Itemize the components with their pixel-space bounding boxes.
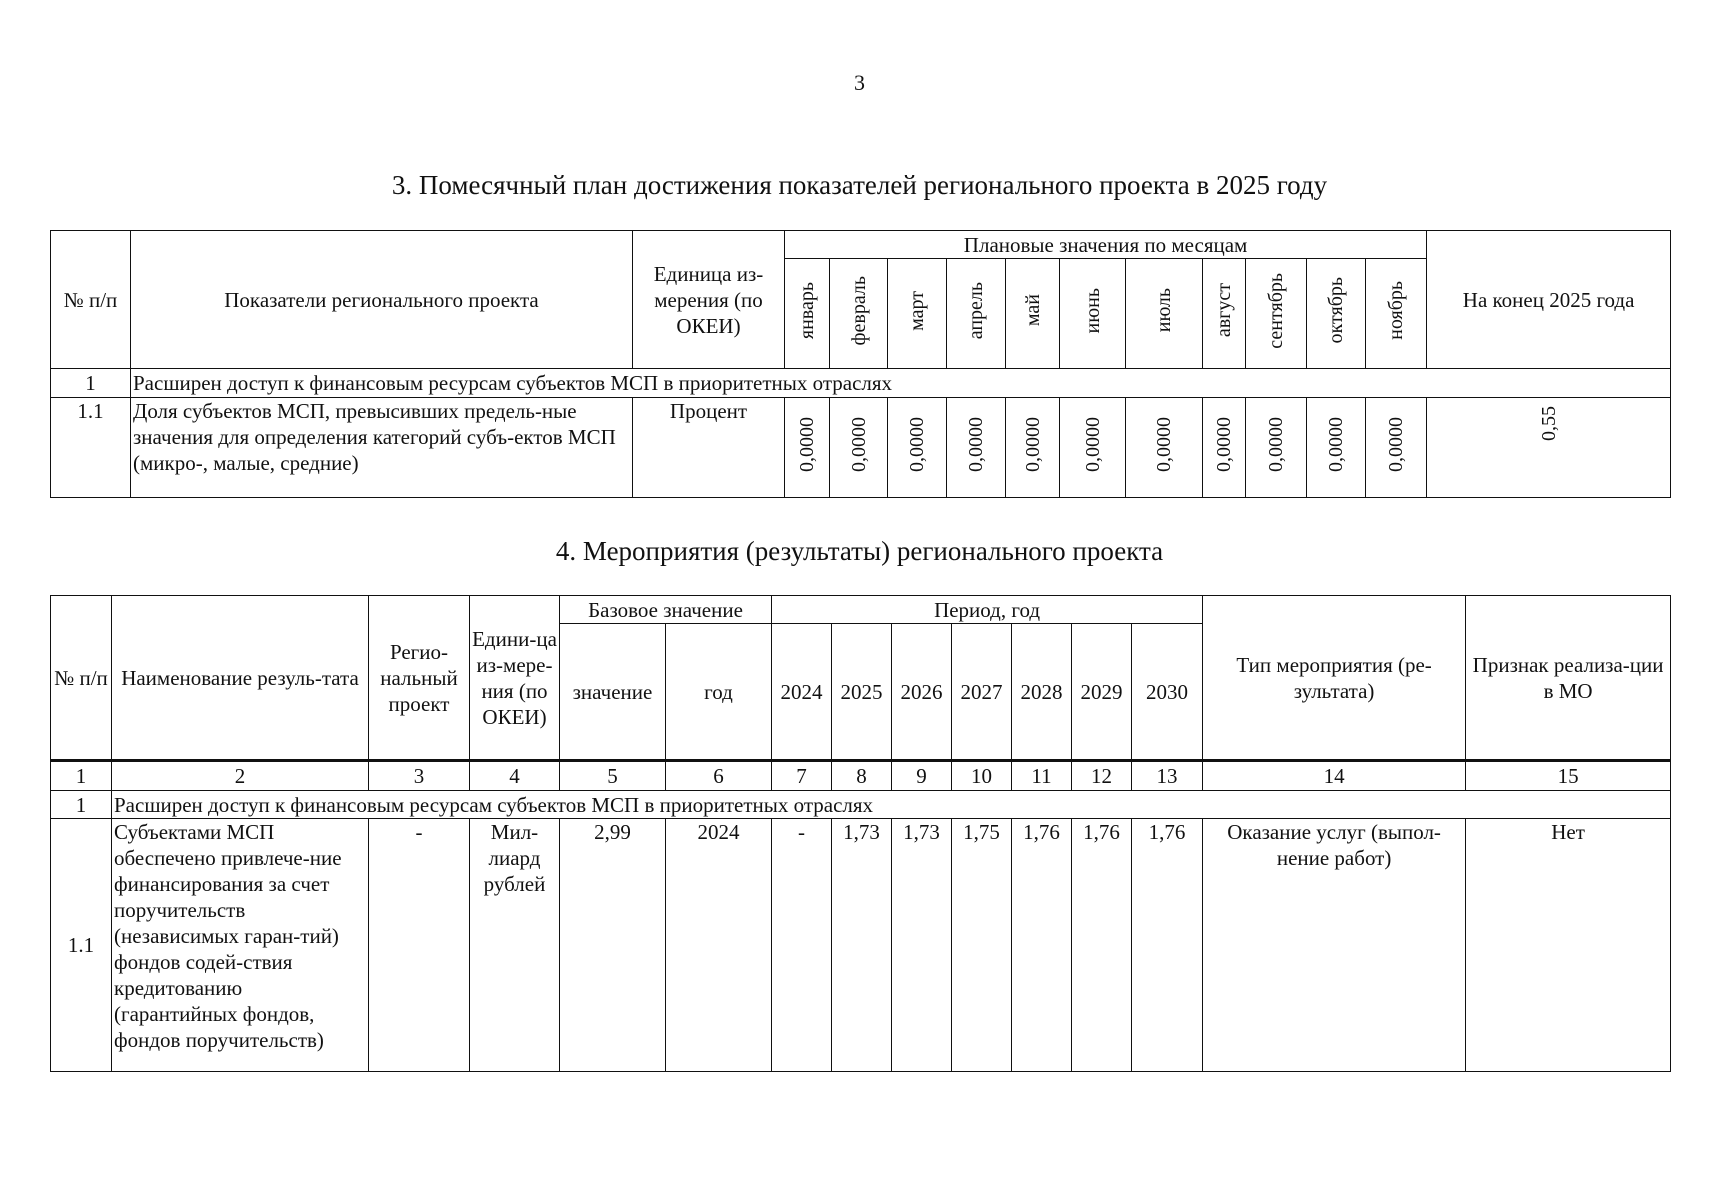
row-regional-project: - [369,819,470,1072]
header-unit: Едини-ца из-мере-ния (по ОКЕИ) [470,596,560,761]
results-table [50,595,1671,1072]
group-num: 1 [51,791,112,819]
month-header: сентябрь [1265,272,1287,349]
header-base-value: значение [560,624,666,761]
monthly-plan-table [50,230,1671,498]
table-row [51,398,1671,498]
header-base-group: Базовое значение [560,596,772,624]
column-number: 12 [1072,761,1132,791]
year-header: 2024 [772,624,832,761]
month-header: январь [796,281,818,340]
month-value: 0,0000 [1021,417,1044,472]
row-year-value: 1,75 [952,819,1012,1072]
row-year-value: - [772,819,832,1072]
row-base-year: 2024 [666,819,772,1072]
month-value: 0,0000 [847,417,870,472]
row-result-name: Субъектами МСП обеспечено привлече-ние финансирования за счет поручительств (независимых гаран-тий) фондов содей-ствия кредитованию (гарантийных фондов, фондов поручительств) [112,819,369,1072]
column-number: 4 [470,761,560,791]
row-mo-sign: Нет [1466,819,1671,1072]
month-value: 0,0000 [1265,417,1287,472]
group-title: Расширен доступ к финансовым ресурсам субъектов МСП в приоритетных отраслях [112,791,1671,819]
column-number: 8 [832,761,892,791]
month-header: ноябрь [1385,281,1408,340]
month-header: июнь [1081,287,1104,334]
section-3-title: 3. Помесячный план достижения показателей регионального проекта в 2025 году [391,170,1328,200]
month-value: 0,0000 [1153,417,1175,472]
header-mo-sign: Признак реализа-ции в МО [1466,596,1671,761]
header-indicator: Показатели регионального проекта [131,231,633,369]
column-number: 9 [892,761,952,791]
column-number: 7 [772,761,832,791]
row-type: Оказание услуг (выпол-нение работ) [1203,819,1466,1072]
month-value: 0,0000 [796,417,818,472]
row-indicator-name: Доля субъектов МСП, превысивших предель-ные значения для определения категорий субъ-ектов МСП (микро-, малые, средние) [131,398,633,498]
year-header: 2026 [892,624,952,761]
header-end-of-year: На конец 2025 года [1427,231,1671,369]
column-number: 2 [112,761,369,791]
row-unit: Процент [633,398,785,498]
month-header: февраль [847,275,870,346]
column-number: 1 [51,761,112,791]
month-value: 0,0000 [1385,417,1408,472]
month-header: май [1021,294,1044,327]
year-header: 2029 [1072,624,1132,761]
column-number: 11 [1012,761,1072,791]
header-num: № п/п [51,596,112,761]
month-value: 0,0000 [965,417,987,472]
column-number: 10 [952,761,1012,791]
header-num: № п/п [51,231,131,369]
header-type: Тип мероприятия (ре-зультата) [1203,596,1466,761]
column-number: 6 [666,761,772,791]
header-period-group: Период, год [772,596,1203,624]
month-header: октябрь [1325,277,1347,344]
column-number: 5 [560,761,666,791]
month-value: 0,0000 [1325,417,1347,472]
month-value: 0,0000 [1213,417,1235,472]
group-num: 1 [51,369,131,398]
column-number: 3 [369,761,470,791]
year-header: 2028 [1012,624,1072,761]
row-base-value: 2,99 [560,819,666,1072]
year-header: 2025 [832,624,892,761]
month-header: апрель [965,281,987,340]
year-header: 2027 [952,624,1012,761]
group-row [51,791,1671,819]
row-unit: Мил-лиард рублей [470,819,560,1072]
table-row [51,819,1671,1072]
month-header: март [906,290,928,331]
header-base-year: год [666,624,772,761]
row-year-value: 1,76 [1012,819,1072,1072]
column-number: 14 [1203,761,1466,791]
header-name: Наименование резуль-тата [112,596,369,761]
column-number: 15 [1466,761,1671,791]
header-plan-group: Плановые значения по месяцам [785,231,1427,259]
section-4-title: 4. Мероприятия (результаты) регионального проекта [555,536,1164,566]
month-value: 0,0000 [906,417,928,472]
row-num: 1.1 [51,819,112,1072]
header-unit: Единица из-мерения (по ОКЕИ) [633,231,785,369]
month-header: август [1213,283,1235,338]
page-number: 3 [854,70,865,95]
group-row [51,369,1671,398]
year-header: 2030 [1132,624,1203,761]
header-regional-project: Регио-нальный проект [369,596,470,761]
row-num: 1.1 [51,398,131,498]
row-year-value: 1,76 [1132,819,1203,1072]
month-header: июль [1153,288,1175,333]
column-number-row [51,761,1671,791]
row-year-value: 1,73 [832,819,892,1072]
column-number: 13 [1132,761,1203,791]
row-year-value: 1,73 [892,819,952,1072]
group-title: Расширен доступ к финансовым ресурсам субъектов МСП в приоритетных отраслях [131,369,1671,398]
end-of-year-value: 0,55 [1537,406,1560,441]
row-year-value: 1,76 [1072,819,1132,1072]
month-value: 0,0000 [1081,417,1104,472]
